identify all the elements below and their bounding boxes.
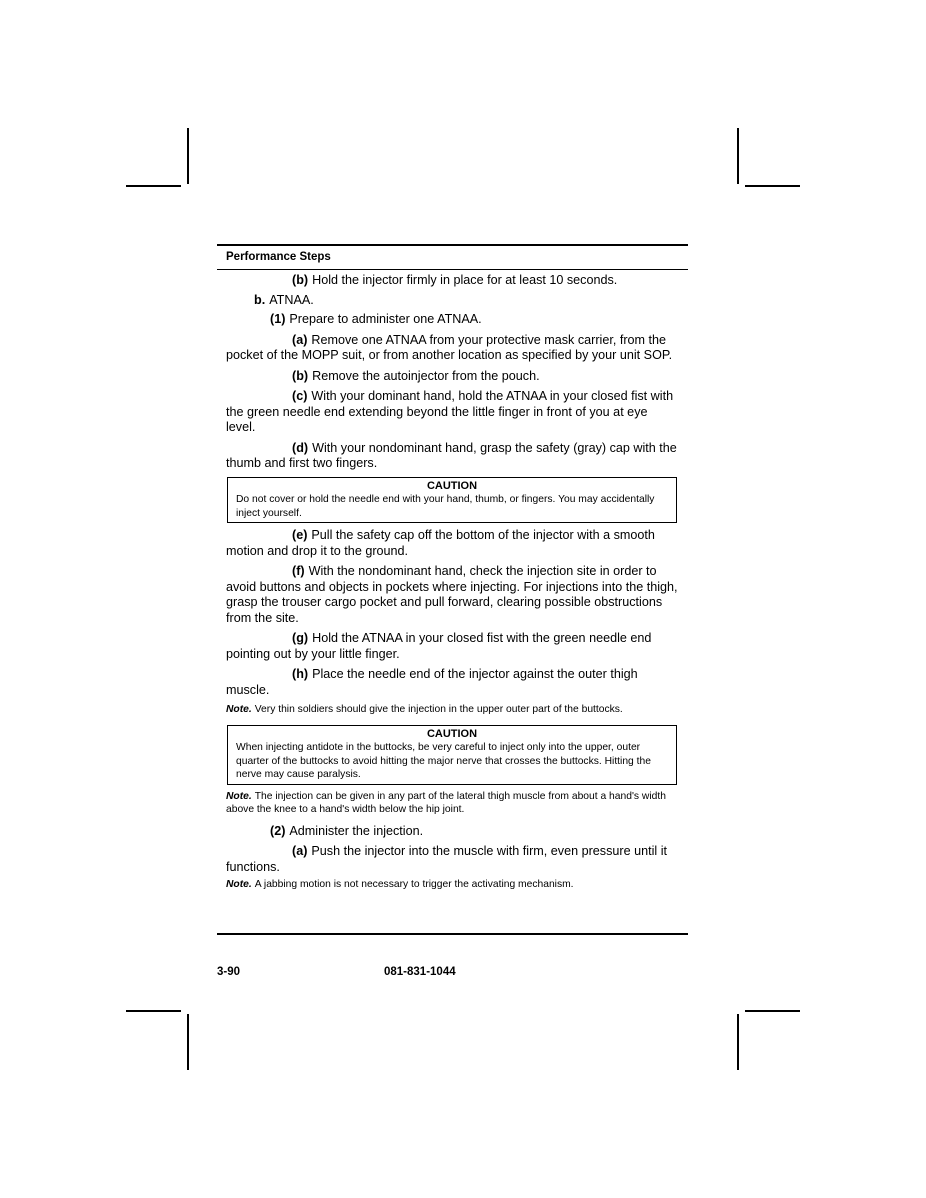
crop-mark-tr-vertical <box>737 128 739 184</box>
step-label: (e) <box>292 528 308 542</box>
step-b-atnaa <box>226 293 678 309</box>
caution-text: When injecting antidote in the buttocks, be very careful to inject only into the upper, outer quarter of the buttocks to avoid hitting the major nerve that crosses the buttocks. Hitting the nerve may cause paralysis. <box>236 742 651 780</box>
note-label: Note. <box>226 704 252 715</box>
crop-mark-br-horizontal <box>745 1010 800 1012</box>
note-text: Very thin soldiers should give the injection in the upper outer part of the buttocks. <box>254 704 623 715</box>
caution-title: CAUTION <box>426 727 478 740</box>
step-text: Remove one ATNAA from your protective mask carrier, from the pocket of the MOPP suit, or from another location as specified by your unit SOP. <box>226 332 673 362</box>
crop-mark-tr-horizontal <box>745 185 800 187</box>
section-title: Performance Steps <box>226 251 331 263</box>
step-text: Prepare to administer one ATNAA. <box>289 312 482 326</box>
step-a-push <box>226 844 678 875</box>
step-f-check <box>226 564 678 626</box>
page-number: 3-90 <box>217 966 241 978</box>
step-d-grasp <box>226 441 678 472</box>
step-c-hold <box>226 389 678 436</box>
header-rule-bottom <box>217 269 688 270</box>
note-thin-soldiers <box>226 703 678 717</box>
steps-body <box>226 273 678 897</box>
step-label: (b) <box>292 368 309 383</box>
crop-mark-tl-horizontal <box>126 185 181 187</box>
step-label: (h) <box>292 667 309 681</box>
crop-mark-bl-horizontal <box>126 1010 181 1012</box>
step-label: (1) <box>270 312 286 326</box>
step-text: ATNAA. <box>269 292 314 307</box>
caution-title: CAUTION <box>426 479 478 492</box>
step-text: Administer the injection. <box>289 823 424 838</box>
step-label: (a) <box>292 332 308 347</box>
document-number: 081-831-1044 <box>384 966 456 978</box>
step-b-hold <box>226 273 678 289</box>
step-text: Hold the injector firmly in place for at least 10 seconds. <box>312 273 618 287</box>
step-label: (b) <box>292 273 309 287</box>
crop-mark-tl-vertical <box>187 128 189 184</box>
caution-box-needle <box>227 477 677 524</box>
step-a-remove <box>226 333 678 364</box>
header-rule-top <box>217 244 688 246</box>
caution-text: Do not cover or hold the needle end with your hand, thumb, or fingers. You may accidentally inject yourself. <box>236 494 655 519</box>
step-label: (a) <box>292 844 308 858</box>
step-text: Push the injector into the muscle with firm, even pressure until it functions. <box>226 844 667 874</box>
crop-mark-bl-vertical <box>187 1014 189 1070</box>
step-label: (2) <box>270 823 286 838</box>
step-e-pull <box>226 528 678 559</box>
step-label: (d) <box>292 440 309 455</box>
step-label: (c) <box>292 389 308 403</box>
step-text: Remove the autoinjector from the pouch. <box>312 368 540 383</box>
note-text: A jabbing motion is not necessary to trigger the activating mechanism. <box>254 879 574 890</box>
step-label: (f) <box>292 564 305 578</box>
step-text: Pull the safety cap off the bottom of the injector with a smooth motion and drop it to the ground. <box>226 528 655 558</box>
step-label: (g) <box>292 631 309 645</box>
step-text: With your dominant hand, hold the ATNAA in your closed fist with the green needle end extending beyond the little finger in front of you at eye level. <box>226 389 674 434</box>
step-2-administer <box>226 824 678 840</box>
note-text: The injection can be given in any part of the lateral thigh muscle from about a hand's width above the knee to a hand's width below the hip joint. <box>226 790 666 815</box>
footer-rule <box>217 933 688 935</box>
step-text: Hold the ATNAA in your closed fist with the green needle end pointing out by your little finger. <box>226 631 652 661</box>
step-text: With your nondominant hand, grasp the safety (gray) cap with the thumb and first two fingers. <box>226 440 677 470</box>
step-1-prepare <box>226 312 678 328</box>
caution-box-buttocks <box>227 725 677 785</box>
step-g-hold-fist <box>226 631 678 662</box>
step-text: Place the needle end of the injector against the outer thigh muscle. <box>226 667 638 697</box>
note-label: Note. <box>226 879 252 890</box>
note-jabbing <box>226 878 678 892</box>
note-thigh-muscle <box>226 790 678 817</box>
crop-mark-br-vertical <box>737 1014 739 1070</box>
step-b-remove-autoinjector <box>226 369 678 385</box>
step-label: b. <box>254 292 266 307</box>
step-h-place <box>226 667 678 698</box>
step-text: With the nondominant hand, check the injection site in order to avoid buttons and objects in pockets where injecting. For injections into the thigh, grasp the trouser cargo pocket and pull forward, clearing possible obstructions from the site. <box>226 564 678 625</box>
note-label: Note. <box>226 790 252 802</box>
